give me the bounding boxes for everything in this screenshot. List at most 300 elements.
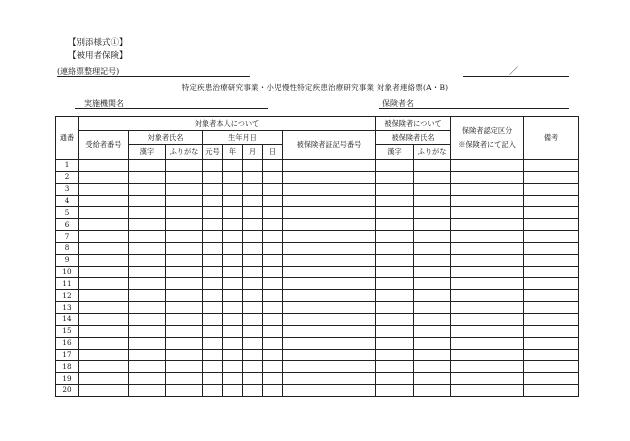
table-cell[interactable] [243,337,263,349]
table-cell[interactable] [414,183,451,195]
table-cell[interactable] [283,207,376,219]
table-cell[interactable] [166,171,203,183]
table-cell[interactable] [263,160,283,172]
table-cell[interactable] [451,207,524,219]
table-cell[interactable] [263,219,283,231]
table-cell[interactable] [243,373,263,385]
row-number: 19 [56,373,79,385]
col-remarks: 備考 [524,117,579,160]
table-cell[interactable] [79,195,129,207]
table-cell[interactable] [223,266,243,278]
table-cell[interactable] [166,290,203,302]
table-cell[interactable] [166,313,203,325]
row-number: 3 [56,183,79,195]
table-cell[interactable] [79,337,129,349]
table-cell[interactable] [79,290,129,302]
table-cell[interactable] [223,361,243,373]
table-cell[interactable] [263,278,283,290]
table-cell[interactable] [283,325,376,337]
table-cell[interactable] [376,385,414,397]
table-row [56,325,579,337]
table-cell[interactable] [223,231,243,243]
table-cell[interactable] [451,219,524,231]
table-cell[interactable] [166,231,203,243]
table-cell[interactable] [129,302,166,314]
table-cell[interactable] [263,373,283,385]
col-era: 元号 [203,145,223,160]
table-cell[interactable] [79,361,129,373]
table-cell[interactable] [243,242,263,254]
table-cell[interactable] [129,266,166,278]
table-cell[interactable] [524,278,579,290]
table-cell[interactable] [203,254,223,266]
table-cell[interactable] [451,183,524,195]
table-row [56,349,579,361]
table-cell[interactable] [376,183,414,195]
table-cell[interactable] [243,266,263,278]
col-month: 月 [243,145,263,160]
table-cell[interactable] [451,171,524,183]
table-cell[interactable] [263,254,283,266]
table-cell[interactable] [263,313,283,325]
table-cell[interactable] [451,195,524,207]
table-cell[interactable] [129,242,166,254]
row-number: 8 [56,242,79,254]
table-cell[interactable] [79,231,129,243]
table-cell[interactable] [79,349,129,361]
table-cell[interactable] [283,278,376,290]
row-number: 7 [56,231,79,243]
table-cell[interactable] [243,361,263,373]
table-cell[interactable] [263,361,283,373]
row-number: 1 [56,160,79,172]
table-cell[interactable] [223,337,243,349]
table-cell[interactable] [451,313,524,325]
table-cell[interactable] [524,313,579,325]
table-cell[interactable] [203,278,223,290]
table-cell[interactable] [166,183,203,195]
table-cell[interactable] [376,349,414,361]
table-cell[interactable] [203,219,223,231]
table-cell[interactable] [166,337,203,349]
row-number: 16 [56,337,79,349]
table-cell[interactable] [263,195,283,207]
table-cell[interactable] [263,325,283,337]
table-cell[interactable] [203,171,223,183]
table-cell[interactable] [524,195,579,207]
table-cell[interactable] [414,195,451,207]
table-cell[interactable] [79,266,129,278]
table-cell[interactable] [524,231,579,243]
table-cell[interactable] [414,160,451,172]
table-cell[interactable] [223,278,243,290]
table-cell[interactable] [166,219,203,231]
row-number: 5 [56,207,79,219]
col-insured-furigana: ふりがな [414,145,451,160]
table-cell[interactable] [79,278,129,290]
table-cell[interactable] [451,373,524,385]
table-cell[interactable] [243,385,263,397]
form-tag: 【別添様式①】 [68,38,128,48]
table-cell[interactable] [166,278,203,290]
table-cell[interactable] [243,278,263,290]
table-cell[interactable] [243,219,263,231]
table-row [56,195,579,207]
table-cell[interactable] [203,183,223,195]
table-cell[interactable] [223,254,243,266]
table-cell[interactable] [129,325,166,337]
table-cell[interactable] [524,361,579,373]
table-cell[interactable] [203,231,223,243]
table-cell[interactable] [129,195,166,207]
table-cell[interactable] [79,302,129,314]
table-cell[interactable] [166,302,203,314]
table-cell[interactable] [376,313,414,325]
table-cell[interactable] [79,207,129,219]
table-cell[interactable] [283,313,376,325]
table-cell[interactable] [79,219,129,231]
table-cell[interactable] [524,302,579,314]
table-cell[interactable] [203,266,223,278]
table-cell[interactable] [223,171,243,183]
table-cell[interactable] [376,373,414,385]
table-cell[interactable] [451,254,524,266]
table-cell[interactable] [129,160,166,172]
table-cell[interactable] [243,254,263,266]
col-serial-number: 通番 [56,117,79,160]
table-cell[interactable] [263,231,283,243]
table-cell[interactable] [223,195,243,207]
table-cell[interactable] [524,266,579,278]
table-cell[interactable] [129,361,166,373]
table-cell[interactable] [203,361,223,373]
table-cell[interactable] [263,337,283,349]
table-cell[interactable] [166,385,203,397]
table-cell[interactable] [263,302,283,314]
table-cell[interactable] [243,290,263,302]
table-cell[interactable] [524,171,579,183]
table-cell[interactable] [451,290,524,302]
table-cell[interactable] [283,349,376,361]
table-row [56,160,579,172]
table-cell[interactable] [203,337,223,349]
table-cell[interactable] [223,385,243,397]
table-row [56,385,579,397]
table-cell[interactable] [263,349,283,361]
table-cell[interactable] [203,290,223,302]
table-cell[interactable] [166,254,203,266]
table-cell[interactable] [283,254,376,266]
table-cell[interactable] [451,349,524,361]
table-cell[interactable] [129,313,166,325]
table-cell[interactable] [283,183,376,195]
table-cell[interactable] [223,242,243,254]
table-cell[interactable] [243,207,263,219]
row-number: 2 [56,171,79,183]
col-cert-category [451,117,524,160]
table-cell[interactable] [129,171,166,183]
table-cell[interactable] [79,242,129,254]
table-cell[interactable] [376,290,414,302]
table-cell[interactable] [451,231,524,243]
table-cell[interactable] [451,337,524,349]
table-cell[interactable] [524,373,579,385]
table-row [56,231,579,243]
table-row [56,373,579,385]
table-cell[interactable] [414,302,451,314]
table-cell[interactable] [203,385,223,397]
table-cell[interactable] [203,313,223,325]
table-cell[interactable] [376,302,414,314]
table-cell[interactable] [524,160,579,172]
group-subject: 対象者本人について [79,117,376,131]
table-cell[interactable] [243,171,263,183]
table-cell[interactable] [223,207,243,219]
institution-field[interactable] [75,108,268,109]
table-row [56,361,579,373]
table-cell[interactable] [79,385,129,397]
table-cell[interactable] [376,171,414,183]
col-subject-kanji: 漢字 [129,145,166,160]
table-cell[interactable] [166,373,203,385]
table-row [56,290,579,302]
table-cell[interactable] [283,385,376,397]
table-cell[interactable] [166,242,203,254]
table-cell[interactable] [166,207,203,219]
table-cell[interactable] [376,337,414,349]
table-cell[interactable] [263,385,283,397]
table-cell[interactable] [166,195,203,207]
table-cell[interactable] [129,254,166,266]
col-insured-name: 被保険者氏名 [376,131,451,145]
table-cell[interactable] [129,385,166,397]
table-cell[interactable] [414,325,451,337]
table-cell[interactable] [524,349,579,361]
table-cell[interactable] [376,278,414,290]
table-cell[interactable] [243,160,263,172]
col-year: 年 [223,145,243,160]
row-number: 6 [56,219,79,231]
table-cell[interactable] [166,325,203,337]
table-row [56,219,579,231]
table-cell[interactable] [129,373,166,385]
table-cell[interactable] [203,302,223,314]
table-cell[interactable] [283,171,376,183]
table-cell[interactable] [451,361,524,373]
table-cell[interactable] [451,266,524,278]
row-number: 10 [56,266,79,278]
table-cell[interactable] [223,302,243,314]
subject-table [55,116,579,397]
row-number: 15 [56,325,79,337]
table-cell[interactable] [79,373,129,385]
table-cell[interactable] [414,337,451,349]
table-row [56,242,579,254]
table-cell[interactable] [223,313,243,325]
table-cell[interactable] [414,361,451,373]
table-cell[interactable] [451,242,524,254]
table-cell[interactable] [243,313,263,325]
row-number: 18 [56,361,79,373]
table-cell[interactable] [376,254,414,266]
table-cell[interactable] [263,171,283,183]
table-cell[interactable] [79,171,129,183]
table-cell[interactable] [414,242,451,254]
table-cell[interactable] [129,337,166,349]
table-cell[interactable] [203,325,223,337]
insurer-label: 保険者名 [382,99,414,108]
col-birthdate: 生年月日 [203,131,283,145]
table-cell[interactable] [376,231,414,243]
row-number: 13 [56,302,79,314]
table-cell[interactable] [129,219,166,231]
table-cell[interactable] [166,349,203,361]
table-cell[interactable] [414,219,451,231]
table-cell[interactable] [414,349,451,361]
table-cell[interactable] [524,254,579,266]
table-cell[interactable] [166,160,203,172]
table-cell[interactable] [203,349,223,361]
table-cell[interactable] [414,266,451,278]
col-subject-name: 対象者氏名 [129,131,203,145]
table-cell[interactable] [451,160,524,172]
table-row [56,302,579,314]
table-cell[interactable] [283,266,376,278]
table-cell[interactable] [203,373,223,385]
table-cell[interactable] [414,254,451,266]
table-cell[interactable] [283,219,376,231]
table-cell[interactable] [263,242,283,254]
insurer-field[interactable] [379,108,569,109]
table-cell[interactable] [223,219,243,231]
table-row [56,266,579,278]
table-cell[interactable] [451,385,524,397]
table-cell[interactable] [129,207,166,219]
table-cell[interactable] [223,160,243,172]
table-cell[interactable] [376,325,414,337]
table-cell[interactable] [524,337,579,349]
table-cell[interactable] [376,195,414,207]
col-subject-furigana: ふりがな [166,145,203,160]
table-cell[interactable] [414,313,451,325]
table-cell[interactable] [451,302,524,314]
table-cell[interactable] [79,313,129,325]
table-cell[interactable] [376,219,414,231]
control-number-slash: ／ [509,67,519,77]
row-number: 9 [56,254,79,266]
table-cell[interactable] [283,195,376,207]
table-cell[interactable] [414,373,451,385]
table-cell[interactable] [129,183,166,195]
table-cell[interactable] [414,278,451,290]
table-cell[interactable] [376,266,414,278]
table-cell[interactable] [79,254,129,266]
table-cell[interactable] [203,195,223,207]
table-cell[interactable] [203,242,223,254]
col-day: 日 [263,145,283,160]
table-cell[interactable] [223,373,243,385]
table-row [56,313,579,325]
table-cell[interactable] [451,325,524,337]
table-cell[interactable] [414,385,451,397]
table-cell[interactable] [79,183,129,195]
table-cell[interactable] [223,325,243,337]
cert-category-label: 保険者認定区分 [461,126,513,136]
table-cell[interactable] [166,266,203,278]
row-number: 12 [56,290,79,302]
table-row [56,171,579,183]
col-recipient-number: 受給者番号 [79,131,129,160]
table-cell[interactable] [376,242,414,254]
table-cell[interactable] [283,361,376,373]
table-cell[interactable] [414,171,451,183]
table-cell[interactable] [376,361,414,373]
table-cell[interactable] [283,290,376,302]
table-cell[interactable] [376,207,414,219]
table-cell[interactable] [376,160,414,172]
table-cell[interactable] [223,349,243,361]
table-cell[interactable] [263,207,283,219]
table-cell[interactable] [451,278,524,290]
table-cell[interactable] [524,325,579,337]
table-cell[interactable] [524,385,579,397]
table-cell[interactable] [243,349,263,361]
table-cell[interactable] [79,160,129,172]
table-cell[interactable] [203,207,223,219]
table-cell[interactable] [79,325,129,337]
table-cell[interactable] [129,349,166,361]
table-cell[interactable] [243,183,263,195]
table-cell[interactable] [263,290,283,302]
insurer-note: ※保険者にて記入 [458,140,516,149]
table-cell[interactable] [263,266,283,278]
table-cell[interactable] [283,373,376,385]
table-cell[interactable] [524,183,579,195]
table-cell[interactable] [524,290,579,302]
table-cell[interactable] [283,160,376,172]
table-cell[interactable] [524,207,579,219]
table-cell[interactable] [283,337,376,349]
table-cell[interactable] [283,231,376,243]
table-cell[interactable] [243,231,263,243]
table-cell[interactable] [414,231,451,243]
table-cell[interactable] [524,219,579,231]
table-cell[interactable] [223,183,243,195]
table-cell[interactable] [129,231,166,243]
table-cell[interactable] [243,302,263,314]
table-row [56,254,579,266]
control-number-underline [57,76,250,77]
document-title: 特定疾患治療研究事業・小児慢性特定疾患治療研究事業 対象者連絡票(A・B) [181,83,449,92]
table-cell[interactable] [203,160,223,172]
table-cell[interactable] [283,242,376,254]
row-number: 20 [56,385,79,397]
table-cell[interactable] [283,302,376,314]
table-cell[interactable] [243,195,263,207]
table-cell[interactable] [414,290,451,302]
table-cell[interactable] [223,290,243,302]
table-cell[interactable] [129,278,166,290]
table-cell[interactable] [524,242,579,254]
table-cell[interactable] [166,361,203,373]
table-row [56,207,579,219]
table-row [56,278,579,290]
table-cell[interactable] [263,183,283,195]
table-cell[interactable] [243,325,263,337]
table-cell[interactable] [129,290,166,302]
row-number: 11 [56,278,79,290]
table-cell[interactable] [414,207,451,219]
